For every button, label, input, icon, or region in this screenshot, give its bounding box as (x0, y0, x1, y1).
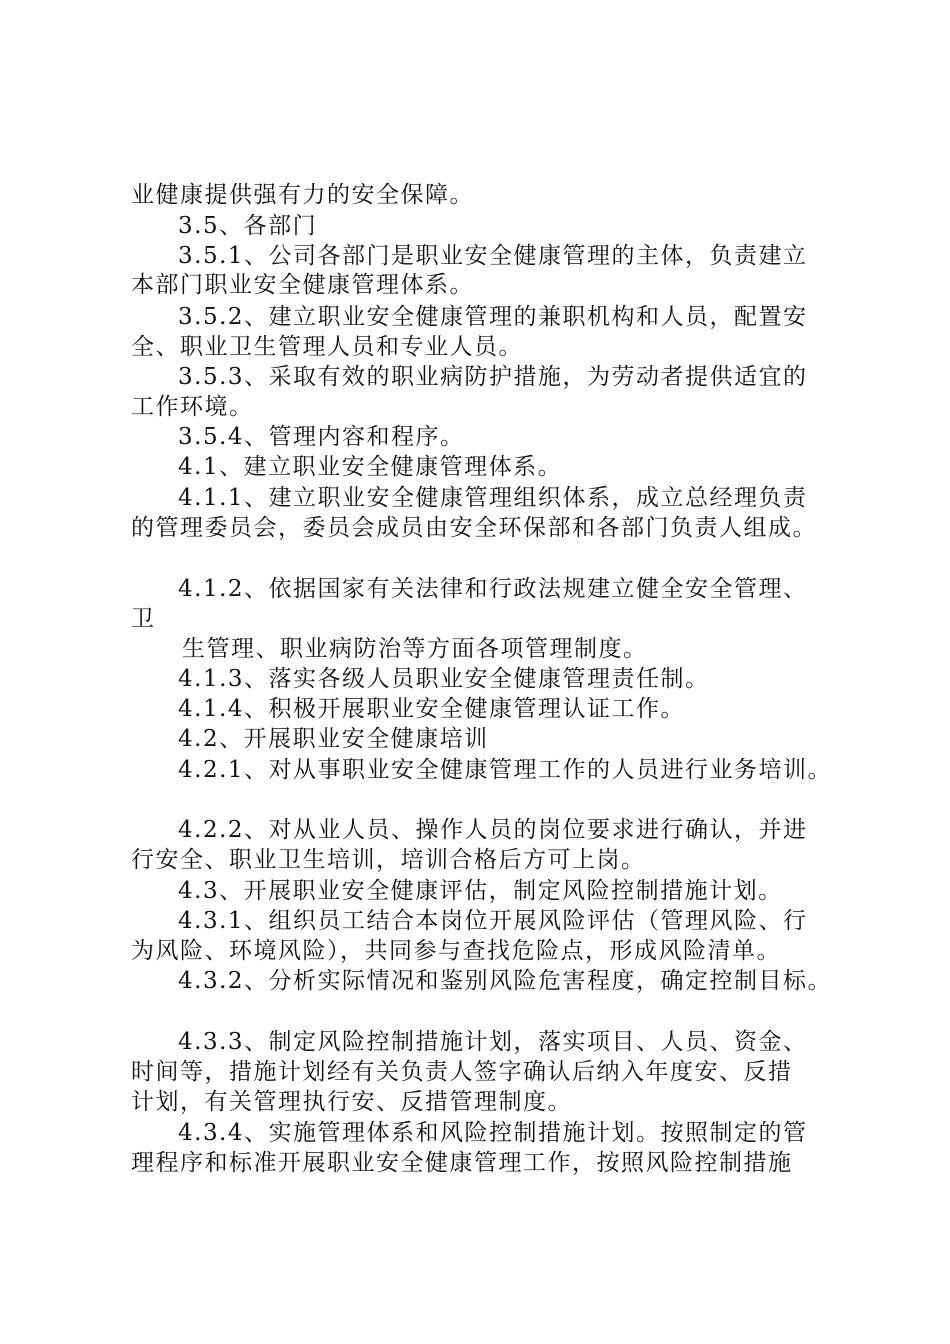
text-line: 时间等，措施计划经有关负责人签字确认后纳入年度安、反措 (131, 1059, 793, 1085)
text-line: 全、职业卫生管理人员和专业人员。 (131, 334, 523, 360)
text-line: 工作环境。 (131, 394, 254, 420)
text-line: 行安全、职业卫生培训，培训合格后方可上岗。 (131, 847, 646, 873)
text-line: 4.1.4、积极开展职业安全健康管理认证工作。 (178, 696, 686, 722)
text-line: 理程序和标准开展职业安全健康管理工作，按照风险控制措施 (131, 1150, 793, 1176)
text-line: 计划，有关管理执行安、反措管理制度。 (131, 1089, 572, 1115)
section-heading: 4.2、开展职业安全健康培训 (178, 726, 489, 752)
text-line: 4.2.1、对从事职业安全健康管理工作的人员进行业务培训。 (178, 757, 833, 783)
text-line: 4.2.2、对从业人员、操作人员的岗位要求进行确认，并进 (178, 817, 808, 843)
text-line: 4.3.2、分析实际情况和鉴别风险危害程度，确定控制目标。 (178, 968, 833, 994)
text-line: 业健康提供强有力的安全保障。 (131, 182, 474, 208)
text-line: 4.3.3、制定风险控制措施计划，落实项目、人员、资金、 (178, 1029, 808, 1055)
text-line: 3.5.4、管理内容和程序。 (178, 424, 465, 450)
section-heading: 4.3、开展职业安全健康评估，制定风险控制措施计划。 (178, 878, 783, 904)
text-line: 生管理、职业病防治等方面各项管理制度。 (182, 636, 648, 662)
text-line: 3.5.1、公司各部门是职业安全健康管理的主体，负责建立 (178, 243, 808, 269)
text-line: 4.1.3、落实各级人员职业安全健康管理责任制。 (178, 666, 710, 692)
text-line: 为风险、环境风险），共同参与查找危险点，形成风险清单。 (131, 938, 781, 964)
section-heading: 3.5、各部门 (178, 213, 318, 239)
text-line: 3.5.3、采取有效的职业病防护措施，为劳动者提供适宜的 (178, 364, 808, 390)
text-line: 4.1.1、建立职业安全健康管理组织体系，成立总经理负责 (178, 485, 808, 511)
text-line: 3.5.2、建立职业安全健康管理的兼职机构和人员，配置安 (178, 304, 808, 330)
text-line: 4.1.2、依据国家有关法律和行政法规建立健全安全管理、 (178, 576, 808, 602)
text-line: 本部门职业安全健康管理体系。 (131, 272, 474, 298)
text-line: 的管理委员会，委员会成员由安全环保部和各部门负责人组成。 (131, 515, 817, 541)
text-line: 卫 (131, 606, 156, 632)
text-line: 4.3.1、组织员工结合本岗位开展风险评估（管理风险、行 (178, 908, 808, 934)
text-line: 4.3.4、实施管理体系和风险控制措施计划。按照制定的管 (178, 1120, 808, 1146)
section-heading: 4.1、建立职业安全健康管理体系。 (178, 454, 563, 480)
